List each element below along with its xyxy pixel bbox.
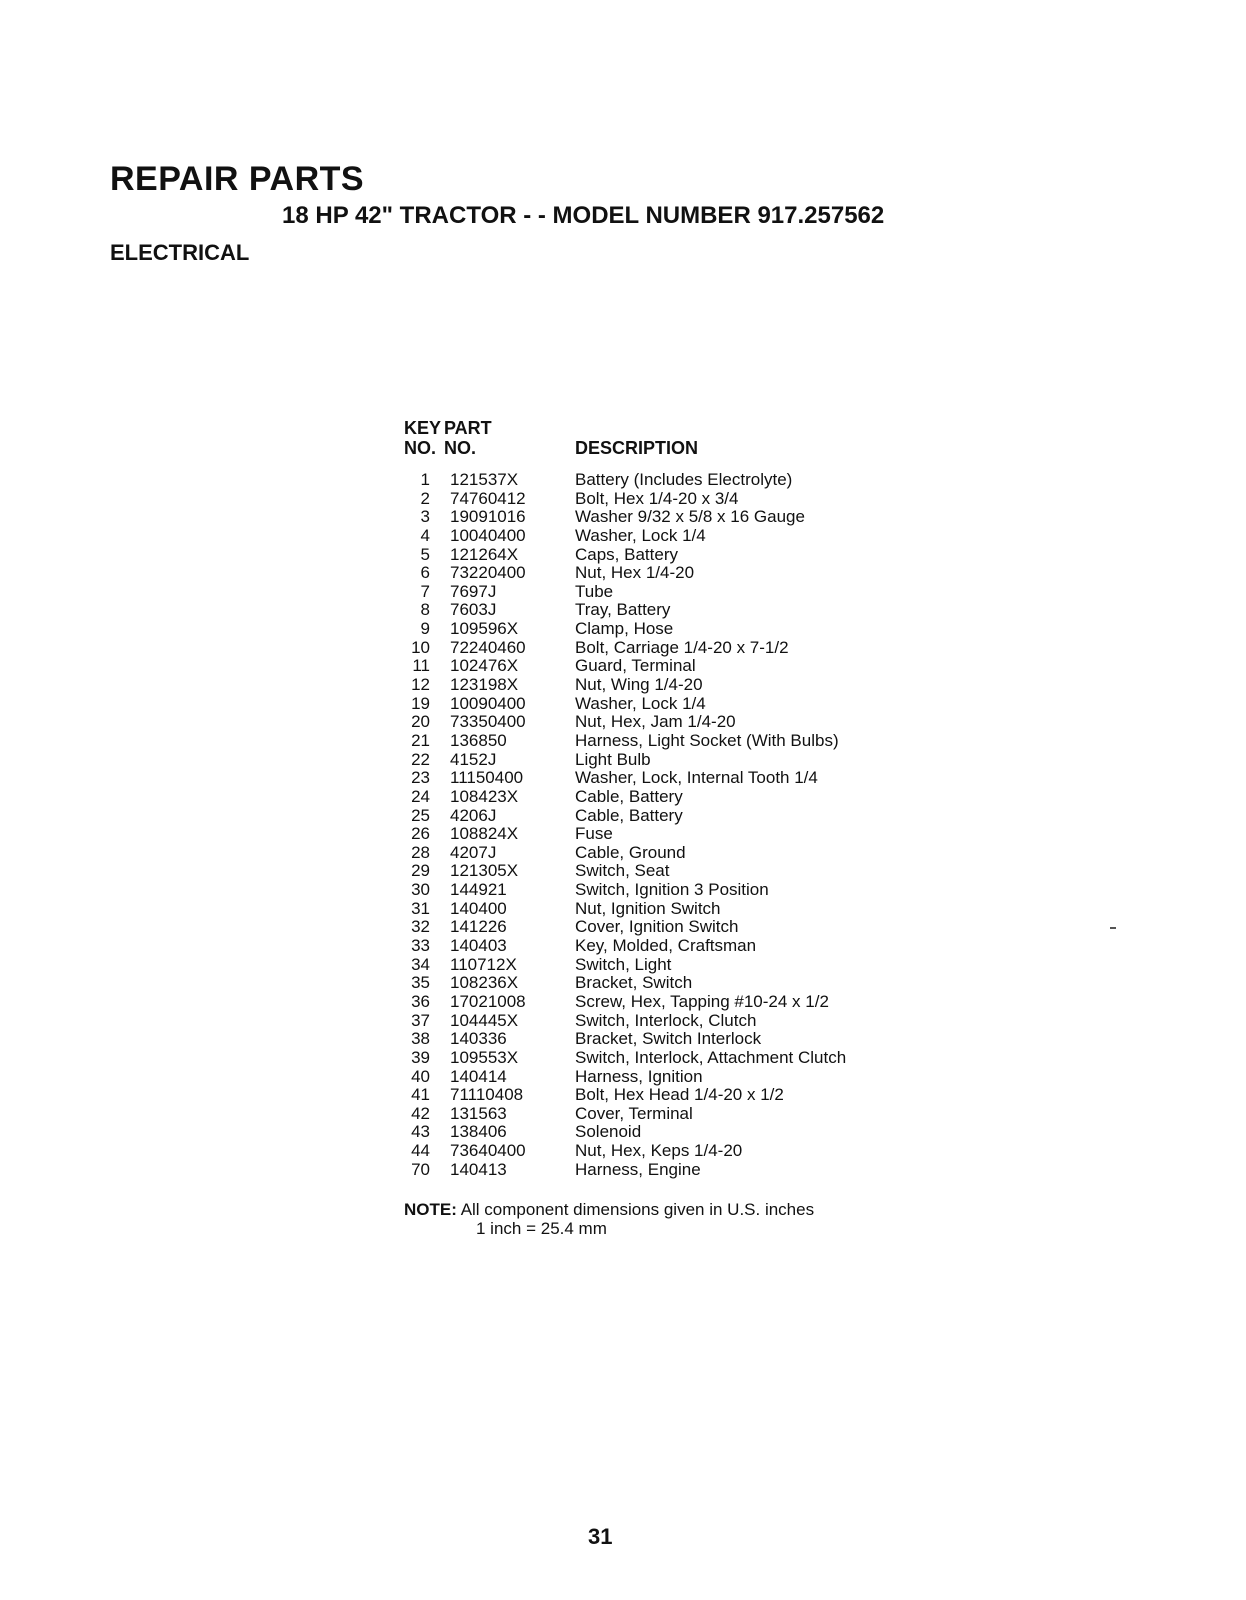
description: Cable, Battery — [575, 786, 683, 806]
description: Switch, Interlock, Clutch — [575, 1010, 757, 1030]
part-no: 11150400 — [450, 768, 524, 788]
key-no: 12 — [411, 675, 430, 695]
description: Cover, Ignition Switch — [575, 917, 739, 937]
table-row — [404, 918, 944, 937]
description: Cable, Battery — [575, 805, 683, 825]
table-row — [404, 732, 944, 751]
part-no: 104445X — [450, 1010, 519, 1030]
key-no: 4 — [420, 525, 430, 545]
table-row — [404, 788, 944, 807]
key-no: 29 — [411, 861, 430, 881]
key-no: 3 — [420, 507, 430, 527]
part-no: 73220400 — [450, 563, 526, 583]
table-row — [404, 1161, 944, 1180]
description: Nut, Hex 1/4-20 — [575, 563, 695, 583]
key-no: 22 — [411, 749, 430, 769]
header-key-no-top: KEY — [404, 418, 442, 438]
table-row — [404, 1123, 944, 1142]
part-no: 140414 — [450, 1066, 507, 1086]
part-no: 123198X — [450, 675, 519, 695]
description: Cable, Ground — [575, 842, 686, 862]
key-no: 30 — [411, 880, 430, 900]
table-row — [404, 881, 944, 900]
key-no: 23 — [411, 768, 430, 788]
table-row — [404, 974, 944, 993]
table-row — [404, 583, 944, 602]
parts-table-header — [404, 418, 924, 462]
key-no: 37 — [411, 1010, 430, 1030]
part-no: 102476X — [450, 656, 519, 676]
table-row — [404, 639, 944, 658]
description: Light Bulb — [575, 749, 651, 769]
table-row — [404, 713, 944, 732]
table-row — [404, 620, 944, 639]
part-no: 74760412 — [450, 488, 526, 508]
description: Solenoid — [575, 1122, 642, 1142]
description: Bolt, Hex Head 1/4-20 x 1/2 — [575, 1085, 784, 1105]
part-no: 121537X — [450, 470, 519, 489]
key-no: 35 — [411, 973, 430, 993]
key-no: 39 — [411, 1047, 430, 1067]
key-no: 8 — [420, 600, 430, 620]
table-row — [404, 1105, 944, 1124]
note-text-line2: 1 inch = 25.4 mm — [476, 1219, 607, 1238]
key-no: 24 — [411, 786, 430, 806]
part-no: 10040400 — [450, 525, 526, 545]
header-part-no-bottom: NO. — [444, 438, 477, 458]
part-no: 140413 — [450, 1159, 507, 1179]
description: Nut, Wing 1/4-20 — [575, 675, 703, 695]
table-row — [404, 601, 944, 620]
table-row — [404, 807, 944, 826]
key-no: 42 — [411, 1103, 430, 1123]
key-no: 31 — [411, 898, 430, 918]
key-no: 20 — [411, 712, 430, 732]
part-no: 4152J — [450, 749, 497, 769]
description: Bolt, Hex 1/4-20 x 3/4 — [575, 488, 739, 508]
table-row — [404, 956, 944, 975]
page-number: 31 — [588, 1524, 613, 1549]
part-no: 10090400 — [450, 693, 526, 713]
table-row — [404, 993, 944, 1012]
key-no: 40 — [411, 1066, 430, 1086]
part-no: 108824X — [450, 824, 519, 844]
table-row — [404, 490, 944, 509]
key-no: 36 — [411, 991, 430, 1011]
table-row — [404, 527, 944, 546]
description: Switch, Light — [575, 954, 672, 974]
part-no: 140403 — [450, 936, 507, 956]
part-no: 17021008 — [450, 991, 526, 1011]
key-no: 28 — [411, 842, 430, 862]
key-no: 5 — [420, 544, 430, 564]
key-no: 1 — [420, 470, 430, 489]
part-no: 71110408 — [450, 1085, 524, 1105]
key-no: 44 — [411, 1141, 430, 1161]
description: Tube — [575, 581, 614, 601]
part-no: 141226 — [450, 917, 507, 937]
description: Bracket, Switch — [575, 973, 693, 993]
table-row — [404, 546, 944, 565]
description: Switch, Interlock, Attachment Clutch — [575, 1047, 847, 1067]
part-no: 110712X — [450, 954, 517, 974]
part-no: 109553X — [450, 1047, 519, 1067]
table-row — [404, 1012, 944, 1031]
table-row — [404, 1030, 944, 1049]
description: Washer, Lock 1/4 — [575, 693, 706, 713]
table-row — [404, 695, 944, 714]
table-row — [404, 769, 944, 788]
key-no: 10 — [411, 637, 430, 657]
table-row — [404, 1086, 944, 1105]
description: Nut, Ignition Switch — [575, 898, 721, 918]
description: Switch, Ignition 3 Position — [575, 880, 769, 900]
key-no: 38 — [411, 1029, 430, 1049]
stray-mark — [1110, 927, 1116, 929]
part-no: 140336 — [450, 1029, 507, 1049]
part-no: 7603J — [450, 600, 497, 620]
parts-list — [404, 471, 944, 1179]
description: Washer 9/32 x 5/8 x 16 Gauge — [575, 507, 805, 527]
note — [404, 1200, 814, 1238]
model-subtitle: 18 HP 42" TRACTOR - - MODEL NUMBER 917.257562 — [282, 202, 885, 229]
note-text-line1: All component dimensions given in U.S. inches — [460, 1200, 815, 1219]
table-row — [404, 1068, 944, 1087]
description: Bolt, Carriage 1/4-20 x 7-1/2 — [575, 637, 789, 657]
description: Tray, Battery — [575, 600, 671, 620]
part-no: 144921 — [450, 880, 507, 900]
part-no: 138406 — [450, 1122, 507, 1142]
key-no: 70 — [411, 1159, 430, 1179]
description: Clamp, Hose — [575, 619, 674, 639]
key-no: 34 — [411, 954, 430, 974]
part-no: 121305X — [450, 861, 519, 881]
part-no: 121264X — [450, 544, 519, 564]
part-no: 72240460 — [450, 637, 526, 657]
key-no: 9 — [420, 619, 430, 639]
part-no: 19091016 — [450, 507, 526, 527]
description: Harness, Light Socket (With Bulbs) — [575, 730, 839, 750]
description: Caps, Battery — [575, 544, 678, 564]
part-no: 73350400 — [450, 712, 526, 732]
description: Key, Molded, Craftsman — [575, 936, 757, 956]
description: Harness, Ignition — [575, 1066, 703, 1086]
key-no: 7 — [420, 581, 430, 601]
header-key-no-bottom: NO. — [404, 438, 437, 458]
table-row — [404, 508, 944, 527]
header-description: DESCRIPTION — [575, 438, 699, 458]
description: Screw, Hex, Tapping #10-24 x 1/2 — [575, 991, 829, 1011]
part-no: 4207J — [450, 842, 497, 862]
table-row — [404, 1049, 944, 1068]
part-no: 140400 — [450, 898, 507, 918]
key-no: 43 — [411, 1122, 430, 1142]
table-row — [404, 844, 944, 863]
part-no: 131563 — [450, 1103, 507, 1123]
part-no: 4206J — [450, 805, 497, 825]
part-no: 108236X — [450, 973, 519, 993]
key-no: 26 — [411, 824, 430, 844]
key-no: 21 — [411, 730, 430, 750]
table-row — [404, 862, 944, 881]
description: Nut, Hex, Jam 1/4-20 — [575, 712, 736, 732]
note-label: NOTE: — [404, 1200, 457, 1219]
table-row — [404, 751, 944, 770]
part-no: 136850 — [450, 730, 507, 750]
key-no: 11 — [412, 656, 430, 676]
table-row — [404, 564, 944, 583]
description: Washer, Lock 1/4 — [575, 525, 706, 545]
description: Washer, Lock, Internal Tooth 1/4 — [575, 768, 818, 788]
table-row — [404, 471, 944, 490]
part-no: 73640400 — [450, 1141, 526, 1161]
key-no: 32 — [411, 917, 430, 937]
table-row — [404, 937, 944, 956]
description: Nut, Hex, Keps 1/4-20 — [575, 1141, 743, 1161]
description: Switch, Seat — [575, 861, 670, 881]
table-row — [404, 900, 944, 919]
table-row — [404, 657, 944, 676]
table-row — [404, 825, 944, 844]
table-row — [404, 1142, 944, 1161]
page-title: REPAIR PARTS — [110, 160, 365, 198]
key-no: 2 — [420, 488, 430, 508]
key-no: 41 — [411, 1085, 430, 1105]
part-no: 7697J — [450, 581, 497, 601]
key-no: 25 — [411, 805, 430, 825]
description: Fuse — [575, 824, 613, 844]
description: Harness, Engine — [575, 1159, 701, 1179]
table-row — [404, 676, 944, 695]
key-no: 19 — [411, 693, 430, 713]
description: Battery (Includes Electrolyte) — [575, 470, 793, 489]
description: Guard, Terminal — [575, 656, 696, 676]
key-no: 33 — [411, 936, 430, 956]
part-no: 109596X — [450, 619, 519, 639]
part-no: 108423X — [450, 786, 519, 806]
description: Bracket, Switch Interlock — [575, 1029, 762, 1049]
section-heading: ELECTRICAL — [110, 240, 250, 265]
header-part-no-top: PART — [444, 418, 492, 438]
description: Cover, Terminal — [575, 1103, 693, 1123]
key-no: 6 — [420, 563, 430, 583]
